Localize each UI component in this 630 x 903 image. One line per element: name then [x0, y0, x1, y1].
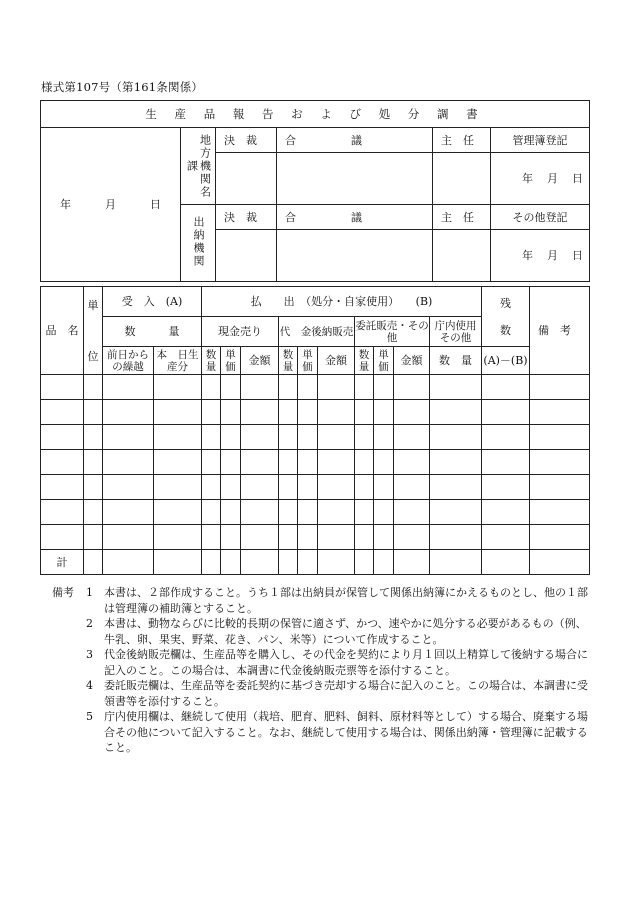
table-cell[interactable]	[355, 525, 374, 550]
table-cell[interactable]	[374, 375, 394, 400]
balance-formula-header: (A)－(B)	[482, 347, 530, 375]
chief-stamp-2[interactable]	[433, 230, 491, 282]
table-cell[interactable]	[279, 450, 298, 475]
table-cell[interactable]	[279, 500, 298, 525]
table-cell[interactable]	[103, 425, 154, 450]
balance-header: 残 数	[482, 287, 530, 347]
receipt-header: 受 入 (A)	[103, 287, 202, 317]
note-number: 4	[86, 679, 93, 692]
table-row	[41, 500, 590, 525]
deferred-sale-header: 代 金後納販売	[279, 317, 355, 347]
notes-label	[52, 647, 86, 678]
chief-stamp-1[interactable]	[433, 153, 491, 205]
deferred-qty-header: 数量	[279, 347, 298, 375]
note-number: 3	[86, 648, 93, 661]
table-cell[interactable]	[221, 425, 241, 450]
table-cell[interactable]	[241, 375, 279, 400]
table-cell[interactable]	[394, 400, 430, 425]
table-cell[interactable]	[221, 525, 241, 550]
note-item	[52, 647, 592, 678]
table-cell[interactable]	[103, 400, 154, 425]
table-cell[interactable]	[530, 450, 590, 475]
table-cell[interactable]	[374, 525, 394, 550]
table-cell[interactable]	[298, 375, 318, 400]
note-number: 5	[86, 710, 93, 723]
total-row	[41, 550, 590, 575]
local-agency-label-cell	[181, 128, 216, 205]
consult-stamp-2[interactable]	[277, 230, 433, 282]
table-cell[interactable]	[298, 425, 318, 450]
deferred-price-header: 単価	[298, 347, 318, 375]
consign-amount-header: 金額	[394, 347, 430, 375]
report-date-cell[interactable]	[41, 128, 181, 282]
table-cell[interactable]	[355, 400, 374, 425]
table-cell[interactable]	[530, 525, 590, 550]
note-text: 本書は、動物ならびに比較的長期の保管に適さず、かつ、速やかに処分する必要があるもの（例、牛乳、卵、果実、野菜、花き、パン、米等）について作成すること。	[104, 617, 587, 646]
table-cell[interactable]	[202, 425, 221, 450]
table-cell[interactable]	[279, 400, 298, 425]
note-item	[52, 616, 592, 647]
consign-sale-header: 委託販売・その他	[355, 317, 430, 347]
table-cell[interactable]	[482, 425, 530, 450]
table-cell[interactable]	[318, 400, 355, 425]
remarks-notes	[52, 585, 592, 756]
table-cell[interactable]	[241, 450, 279, 475]
table-row	[41, 525, 590, 550]
table-cell[interactable]	[530, 425, 590, 450]
note-item	[52, 709, 592, 756]
table-cell[interactable]	[298, 500, 318, 525]
table-cell[interactable]	[394, 425, 430, 450]
deferred-amount-header: 金額	[318, 347, 355, 375]
production-ledger-table	[40, 286, 590, 575]
table-cell[interactable]	[221, 400, 241, 425]
notes-label: 備考	[52, 586, 74, 599]
table-cell[interactable]	[318, 375, 355, 400]
table-cell[interactable]	[394, 375, 430, 400]
table-cell[interactable]	[221, 375, 241, 400]
table-cell[interactable]	[298, 400, 318, 425]
table-cell[interactable]	[355, 375, 374, 400]
table-cell[interactable]	[355, 500, 374, 525]
today-production-header: 本 日生産分	[154, 347, 202, 375]
table-cell[interactable]	[482, 525, 530, 550]
table-cell[interactable]	[84, 500, 103, 525]
note-text: 庁内使用欄は、継続して使用（栽培、肥育、肥料、飼料、原材料等として）する場合、廃棄する場合その他について記入すること。なお、継続して使用する場合は、関係出納簿・管理簿に記載すること。	[104, 710, 588, 754]
table-cell[interactable]	[202, 450, 221, 475]
table-cell[interactable]	[355, 425, 374, 450]
table-cell[interactable]	[430, 525, 482, 550]
table-cell[interactable]	[430, 450, 482, 475]
table-cell[interactable]	[154, 500, 202, 525]
consult-stamp-1[interactable]	[277, 153, 433, 205]
table-cell[interactable]	[482, 500, 530, 525]
table-cell[interactable]	[41, 375, 84, 400]
table-cell[interactable]	[374, 425, 394, 450]
table-cell[interactable]	[394, 475, 430, 500]
table-cell[interactable]	[154, 425, 202, 450]
table-cell[interactable]	[241, 475, 279, 500]
remarks-header: 備 考	[530, 287, 590, 375]
table-cell[interactable]	[374, 475, 394, 500]
table-cell[interactable]	[84, 525, 103, 550]
table-cell[interactable]	[430, 475, 482, 500]
table-cell[interactable]	[241, 525, 279, 550]
table-cell[interactable]	[41, 500, 84, 525]
table-cell[interactable]	[318, 425, 355, 450]
notes-label	[52, 709, 86, 756]
note-item	[52, 585, 592, 616]
ledger-other-label: その他登記	[491, 205, 590, 230]
table-cell[interactable]	[241, 500, 279, 525]
prev-day-carryover-header: 前日からの繰越	[103, 347, 154, 375]
table-cell[interactable]	[279, 375, 298, 400]
table-cell[interactable]	[202, 500, 221, 525]
table-cell[interactable]	[530, 400, 590, 425]
table-cell[interactable]	[154, 400, 202, 425]
consign-qty-header: 数量	[355, 347, 374, 375]
table-cell[interactable]	[482, 450, 530, 475]
table-cell[interactable]	[298, 525, 318, 550]
table-cell[interactable]	[202, 375, 221, 400]
notes-label	[52, 616, 86, 647]
table-cell[interactable]	[84, 400, 103, 425]
ledger-main-date[interactable]: 年 月 日	[491, 153, 590, 205]
item-name-header: 品 名	[41, 287, 84, 375]
table-cell[interactable]	[355, 450, 374, 475]
table-row	[41, 425, 590, 450]
decision-label-2: 決 裁	[216, 205, 277, 230]
chief-label-1: 主 任	[433, 128, 491, 153]
table-cell[interactable]	[84, 425, 103, 450]
note-text: 代金後納販売欄は、生産品等を購入し、その代金を契約により月１回以上精算して後納する場合に記入のこと。この場合は、本調書に代金後納販売票等を添付すること。	[104, 648, 588, 677]
table-cell[interactable]	[221, 475, 241, 500]
decision-stamp-1[interactable]	[216, 153, 277, 205]
ledger-other-date[interactable]: 年 月 日	[491, 230, 590, 282]
table-row	[41, 475, 590, 500]
table-cell[interactable]	[279, 525, 298, 550]
table-cell[interactable]	[202, 475, 221, 500]
table-cell[interactable]	[430, 375, 482, 400]
cash-qty-header: 数量	[202, 347, 221, 375]
table-cell[interactable]	[318, 500, 355, 525]
table-cell[interactable]	[430, 400, 482, 425]
table-cell[interactable]	[394, 450, 430, 475]
table-cell[interactable]	[279, 425, 298, 450]
cash-sale-header: 現金売り	[202, 317, 279, 347]
table-row	[41, 450, 590, 475]
table-cell[interactable]	[530, 500, 590, 525]
table-cell[interactable]	[318, 450, 355, 475]
section-label: 課	[185, 159, 199, 173]
table-cell[interactable]	[374, 400, 394, 425]
table-cell[interactable]	[430, 425, 482, 450]
treasurer-label-cell	[181, 205, 216, 282]
table-cell[interactable]	[318, 475, 355, 500]
consult-label-1: 合 議	[277, 128, 433, 153]
table-cell[interactable]	[202, 400, 221, 425]
table-cell[interactable]	[394, 525, 430, 550]
table-cell[interactable]	[374, 500, 394, 525]
note-number: 2	[86, 617, 93, 630]
table-row	[41, 400, 590, 425]
table-cell[interactable]	[154, 450, 202, 475]
table-cell[interactable]	[84, 375, 103, 400]
table-cell[interactable]	[103, 500, 154, 525]
date-day: 日	[150, 198, 161, 211]
table-cell[interactable]	[279, 475, 298, 500]
table-cell[interactable]	[202, 525, 221, 550]
table-cell[interactable]	[41, 425, 84, 450]
table-row	[41, 375, 590, 400]
consign-price-header: 単価	[374, 347, 394, 375]
cash-price-header: 単価	[221, 347, 241, 375]
table-cell[interactable]	[241, 400, 279, 425]
approval-header-table	[40, 100, 590, 282]
table-cell[interactable]	[221, 500, 241, 525]
note-item	[52, 678, 592, 709]
decision-stamp-2[interactable]	[216, 230, 277, 282]
table-cell[interactable]	[154, 375, 202, 400]
table-cell[interactable]	[103, 525, 154, 550]
table-cell[interactable]	[41, 400, 84, 425]
table-cell[interactable]	[103, 450, 154, 475]
table-cell[interactable]	[355, 475, 374, 500]
date-month: 月	[105, 198, 116, 211]
table-cell[interactable]	[530, 375, 590, 400]
form-number: 様式第107号（第161条関係）	[41, 80, 204, 94]
unit-header: 単 位	[84, 287, 103, 375]
table-cell[interactable]	[84, 475, 103, 500]
table-cell[interactable]	[103, 475, 154, 500]
date-year: 年	[60, 198, 71, 211]
ledger-main-label: 管理簿登記	[491, 128, 590, 153]
receipt-qty-header: 数 量	[103, 317, 202, 347]
data-rows	[41, 375, 590, 550]
table-cell[interactable]	[530, 475, 590, 500]
table-cell[interactable]	[241, 425, 279, 450]
chief-label-2: 主 任	[433, 205, 491, 230]
table-cell[interactable]	[430, 500, 482, 525]
notes-label	[52, 678, 86, 709]
table-cell[interactable]	[374, 450, 394, 475]
table-cell[interactable]	[154, 475, 202, 500]
note-number: 1	[86, 586, 93, 599]
internal-use-header: 庁内使用その他	[430, 317, 482, 347]
table-cell[interactable]	[84, 450, 103, 475]
table-cell[interactable]	[482, 375, 530, 400]
table-cell[interactable]	[41, 475, 84, 500]
table-cell[interactable]	[41, 525, 84, 550]
table-cell[interactable]	[221, 450, 241, 475]
decision-label-1: 決 裁	[216, 128, 277, 153]
note-text: 本書は、２部作成すること。うち１部は出納員が保管して関係出納簿にかえるものとし、他の１部は管理簿の補助簿とすること。	[104, 586, 588, 615]
local-agency-label: 地方機関名	[198, 133, 212, 199]
document-title: 生 産 品 報 告 お よ び 処 分 調 書	[41, 101, 590, 128]
treasurer-label: 出納機関	[192, 215, 205, 268]
table-cell[interactable]	[394, 500, 430, 525]
table-cell[interactable]	[103, 375, 154, 400]
table-cell[interactable]	[482, 475, 530, 500]
table-cell[interactable]	[298, 450, 318, 475]
table-cell[interactable]	[154, 525, 202, 550]
internal-qty-header: 数 量	[430, 347, 482, 375]
cash-amount-header: 金額	[241, 347, 279, 375]
consult-label-2: 合 議	[277, 205, 433, 230]
table-cell[interactable]	[298, 475, 318, 500]
table-cell[interactable]	[318, 525, 355, 550]
table-cell[interactable]	[41, 450, 84, 475]
disbursement-header: 払 出 （処分・自家使用） (B)	[202, 287, 482, 317]
table-cell[interactable]	[482, 400, 530, 425]
total-label: 計	[41, 550, 84, 575]
note-text: 委託販売欄は、生産品等を委託契約に基づき売却する場合に記入のこと。この場合は、本調書に受領書等を添付すること。	[104, 679, 588, 708]
